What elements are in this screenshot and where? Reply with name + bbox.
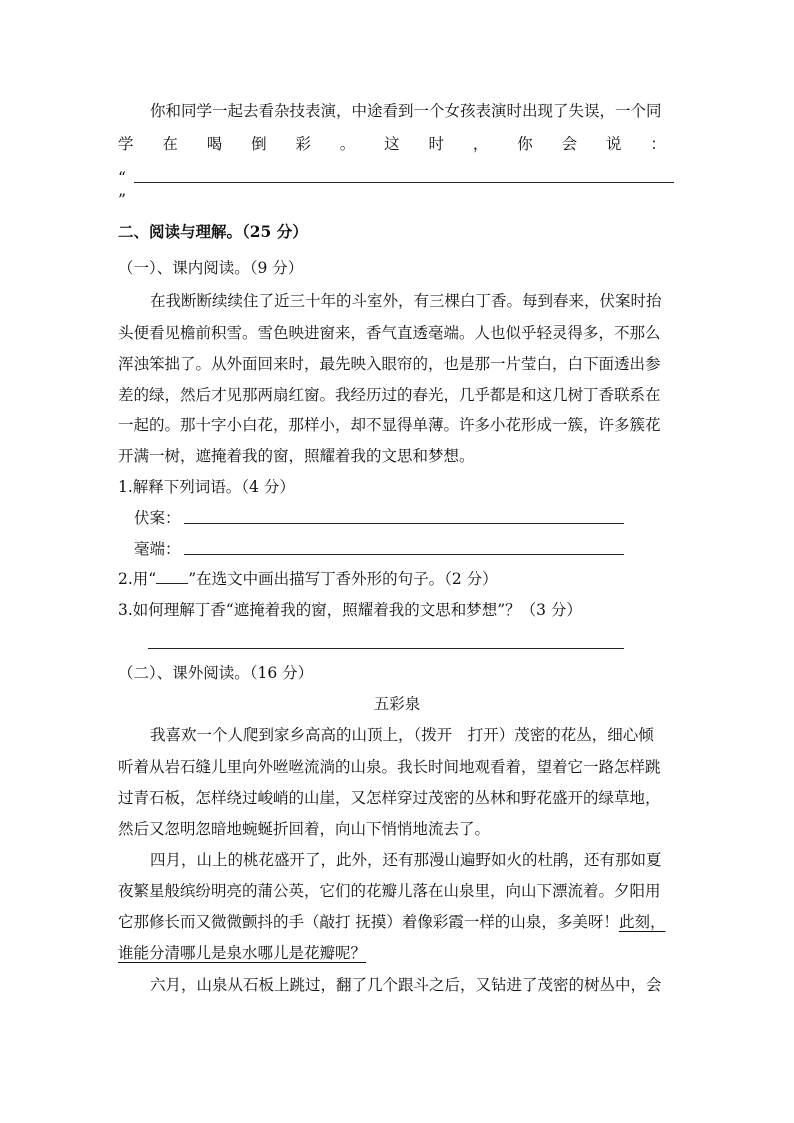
prompt-char: 彩 — [295, 135, 311, 153]
story-line: 听着从岩石缝儿里向外咝咝流淌的山泉。我长时间地观看着，望着它一路怎样跳 — [118, 758, 661, 776]
prompt-char: 喝 — [206, 135, 223, 153]
question-2: 2.用“ ”在选文中画出描写丁香外形的句子。（2 分） — [118, 570, 498, 588]
passage-line: 浑浊笨拙了。从外面回来时，最先映入眼帘的，也是那一片莹白，白下面透出参 — [118, 355, 661, 373]
story-line: 四月，山上的桃花盛开了，此外，还有那漫山遍野如火的杜鹃，还有那如夏 — [150, 851, 662, 869]
answer-line — [134, 182, 674, 183]
passage-line: 开满一树，遮掩着我的窗，照耀着我的文思和梦想。 — [118, 447, 475, 465]
passage-line: 差的绿，然后才见那两扇红窗。我经历过的春光，几乎都是和这几树丁香联系在 — [118, 386, 661, 404]
prompt-char: 说 — [605, 135, 622, 153]
passage-line: 一起的。那十字小白花，那样小，却不显得单薄。许多小花形成一簇，许多簇花 — [118, 416, 661, 434]
prompt-char: ： — [650, 135, 666, 153]
question-1: 1.解释下列词语。（4 分） — [118, 478, 295, 496]
passage-line: 头便看见檐前积雪。雪色映进窗来，香气直透毫端。人也似乎轻灵得多，不那么 — [118, 324, 661, 342]
prompt-char: 这 — [384, 135, 400, 153]
part-1-header: （一）、课内阅读。（9 分） — [118, 259, 304, 277]
story-line: 我喜欢一个人爬到家乡高高的山顶上，（拨开 打开）茂密的花丛，细心倾 — [150, 726, 654, 744]
term-label: 毫端： — [134, 540, 181, 558]
underlined-sentence: 谁能分清哪儿是泉水哪儿是花瓣呢？ — [118, 944, 367, 962]
story-line: 六月，山泉从石板上跳过，翻了几个跟斗之后，又钻进了茂密的树丛中，会 — [150, 976, 662, 994]
prompt-char: ， — [472, 135, 489, 153]
term-label: 伏案： — [134, 509, 181, 527]
passage-line: 在我断断续续住了近三十年的斗室外，有三棵白丁香。每到春来，伏案时抬 — [150, 292, 662, 310]
prompt-char: 。 — [339, 135, 356, 153]
prompt-char: 会 — [561, 135, 578, 153]
part-2-header: （二）、课外阅读。（16 分） — [118, 664, 314, 682]
close-quote: ” — [118, 191, 126, 209]
prompt-line-1: 你和同学一起去看杂技表演，中途看到一个女孩表演时出现了失误，一个同 — [150, 102, 662, 120]
prompt-char: 倒 — [251, 135, 267, 153]
story-title: 五彩泉 — [373, 695, 421, 713]
question-3: 3.如何理解丁香“遮掩着我的窗，照耀着我的文思和梦想”？（3 分） — [118, 601, 582, 619]
story-line: 夜繁星般缤纷明亮的蒲公英，它们的花瓣儿落在山泉里，向山下漂流着。夕阳用 — [118, 882, 661, 900]
prompt-char: 学 — [118, 135, 134, 153]
answer-line — [148, 648, 624, 649]
story-line — [118, 943, 366, 963]
underline-sample — [156, 569, 188, 584]
open-quote: “ — [118, 169, 126, 187]
section-2-title: 二、阅读与理解。（25 分） — [118, 222, 308, 241]
answer-line — [184, 523, 624, 524]
prompt-char: 你 — [517, 135, 533, 153]
prompt-line-2 — [118, 134, 666, 154]
story-line: 它那修长而又微微颤抖的手（敲打 抚摸）着像彩霞一样的山泉，多美呀！此刻， — [118, 913, 666, 931]
story-line: 过青石板，怎样绕过峻峭的山崖，又怎样穿过茂密的丛林和野花盛开的绿草地， — [118, 789, 661, 807]
underlined-sentence: 此刻， — [618, 913, 666, 931]
story-line: 然后又忽明忽暗地蜿蜒折回着，向山下悄悄地流去了。 — [118, 820, 491, 838]
prompt-char: 时 — [428, 135, 445, 153]
answer-line — [184, 554, 624, 555]
prompt-char: 在 — [162, 135, 178, 153]
